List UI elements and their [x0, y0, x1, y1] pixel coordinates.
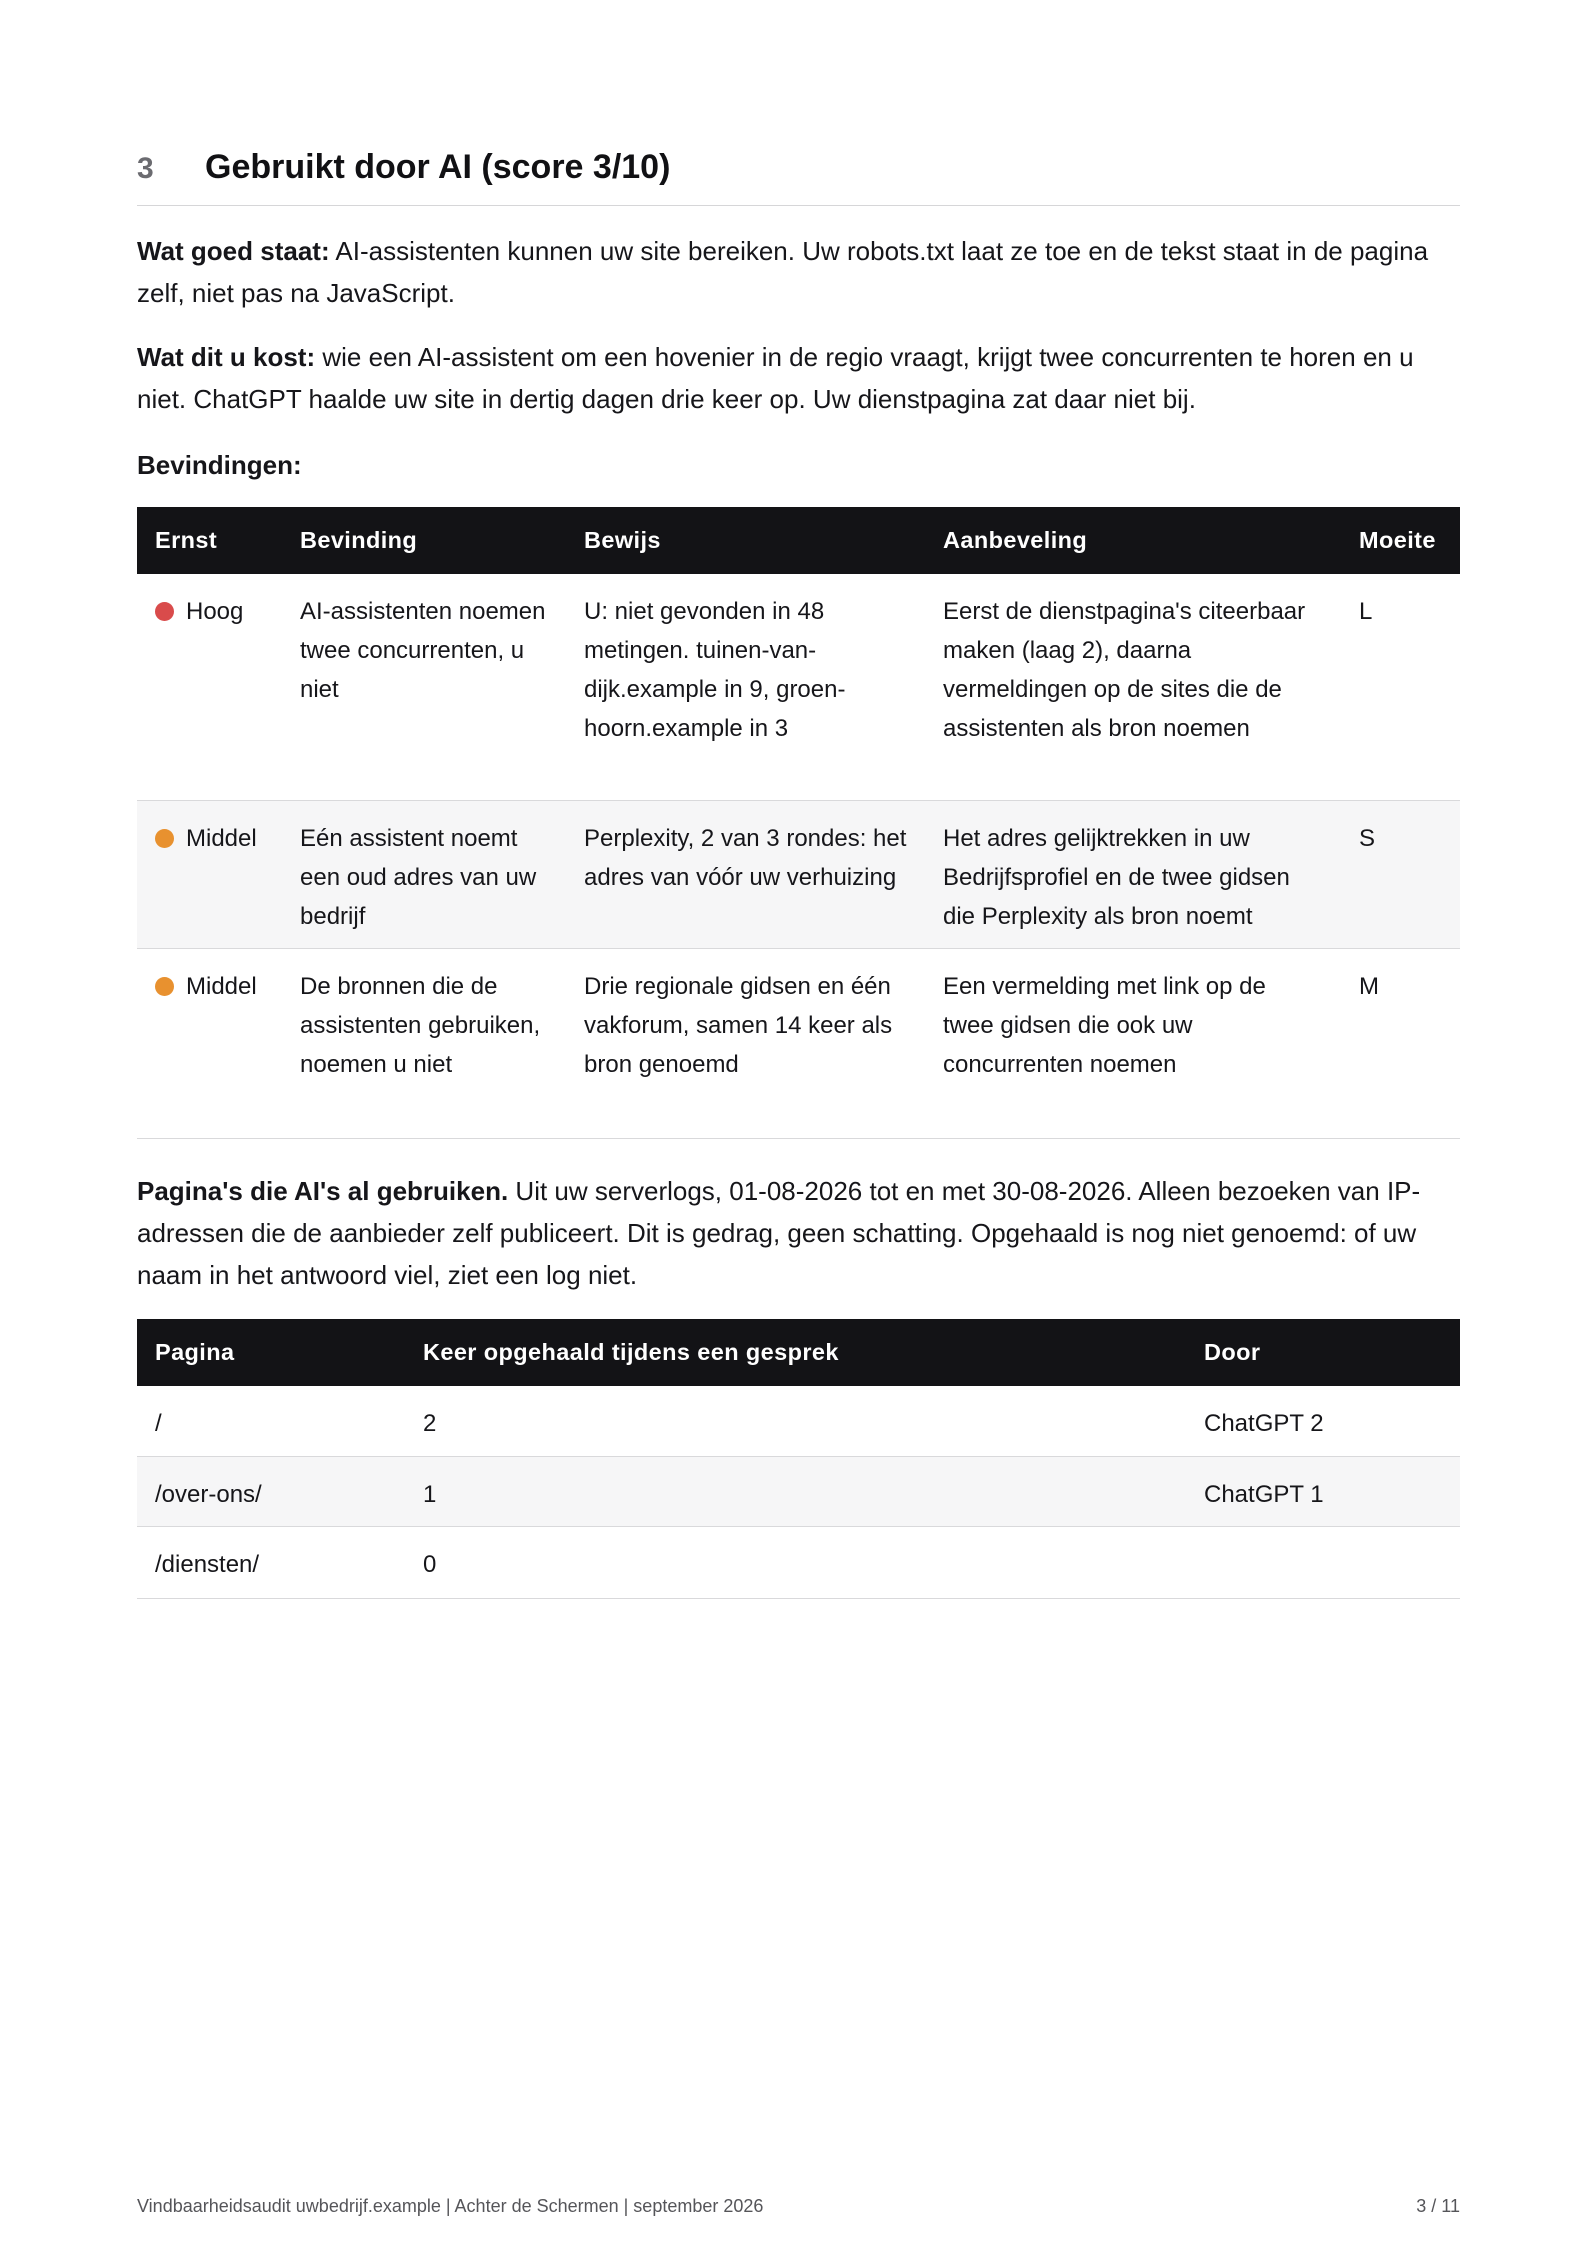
evidence-cell: Drie regionale gidsen en één vakforum, samen 14 keer als bron genoemd [566, 948, 925, 1138]
severity-dot-icon [155, 977, 174, 996]
findings-label: Bevindingen: [137, 450, 302, 480]
effort-cell: L [1341, 574, 1460, 800]
severity-label: Middel [186, 972, 257, 1000]
severity-cell [137, 948, 282, 1138]
good-label: Wat goed staat: [137, 236, 330, 266]
cost-text: wie een AI-assistent om een hovenier in de regio vraagt, krijgt twee concurrenten te horen en u niet. ChatGPT haalde uw site in dertig dagen drie keer op. Uw dienstpagina zat daar niet bij. [137, 342, 1414, 414]
finding-cell: AI-assistenten noemen twee concurrenten, u niet [282, 574, 566, 800]
table-row [137, 1456, 1460, 1526]
footer-left: Vindbaarheidsaudit uwbedrijf.example | Achter de Schermen | september 2026 [137, 2196, 764, 2216]
evidence-cell: Perplexity, 2 van 3 rondes: het adres van vóór uw verhuizing [566, 800, 925, 948]
by-cell [1186, 1526, 1460, 1598]
recommendation-cell: Eerst de dienstpagina's citeerbaar maken (laag 2), daarna vermeldingen op de sites die de assistenten als bron noemen [925, 574, 1341, 800]
table-row [137, 1386, 1460, 1456]
severity-dot-icon [155, 602, 174, 621]
severity-dot-icon [155, 829, 174, 848]
count-cell: 2 [405, 1386, 1186, 1456]
pages-text: Uit uw serverlogs, 01-08-2026 tot en met 30-08-2026. Alleen bezoeken van IP-adressen die de aanbieder zelf publiceert. Dit is gedrag, geen schatting. Opgehaald is nog niet genoemd: of uw naam in het antwoord viel, ziet een log niet. [137, 1176, 1421, 1290]
table-row [137, 800, 1460, 948]
recommendation-cell: Het adres gelijktrekken in uw Bedrijfsprofiel en de twee gidsen die Perplexity als bron noemt [925, 800, 1341, 948]
table-row [137, 948, 1460, 1138]
findings-header-row [137, 507, 1460, 574]
recommendation-cell: Een vermelding met link op de twee gidsen die ook uw concurrenten noemen [925, 948, 1341, 1138]
pages-header-row [137, 1319, 1460, 1386]
pages-paragraph [137, 1170, 1460, 1296]
table-row [137, 1526, 1460, 1598]
header-recommendation: Aanbeveling [925, 507, 1341, 574]
severity-label: Middel [186, 824, 257, 852]
by-cell: ChatGPT 2 [1186, 1386, 1460, 1456]
page-footer [137, 2196, 1460, 2217]
good-paragraph [137, 230, 1460, 314]
by-cell: ChatGPT 1 [1186, 1456, 1460, 1526]
severity-cell [137, 574, 282, 800]
page-cell: /diensten/ [137, 1526, 405, 1598]
finding-cell: De bronnen die de assistenten gebruiken, noemen u niet [282, 948, 566, 1138]
page-cell: / [137, 1386, 405, 1456]
effort-cell: S [1341, 800, 1460, 948]
effort-cell: M [1341, 948, 1460, 1138]
findings-table [137, 507, 1460, 1139]
header-page: Pagina [137, 1319, 405, 1386]
count-cell: 0 [405, 1526, 1186, 1598]
cost-label: Wat dit u kost: [137, 342, 316, 372]
header-by: Door [1186, 1319, 1460, 1386]
section-number: 3 [137, 152, 154, 185]
severity-label: Hoog [186, 598, 244, 625]
section-header [137, 148, 1460, 206]
page-number: 3 / 11 [1416, 2196, 1460, 2216]
pages-table [137, 1319, 1460, 1599]
header-evidence: Bewijs [566, 507, 925, 574]
count-cell: 1 [405, 1456, 1186, 1526]
cost-paragraph [137, 336, 1460, 420]
section-title: Gebruikt door AI (score 3/10) [205, 148, 671, 186]
header-finding: Bevinding [282, 507, 566, 574]
good-text: AI-assistenten kunnen uw site bereiken. Uw robots.txt laat ze toe en de tekst staat in de pagina zelf, niet pas na JavaScript. [137, 236, 1429, 308]
pages-label: Pagina's die AI's al gebruiken. [137, 1176, 509, 1206]
table-row [137, 574, 1460, 800]
header-severity: Ernst [137, 507, 282, 574]
header-count: Keer opgehaald tijdens een gesprek [405, 1319, 1186, 1386]
header-effort: Moeite [1341, 507, 1460, 574]
severity-cell [137, 800, 282, 948]
finding-cell: Eén assistent noemt een oud adres van uw bedrijf [282, 800, 566, 948]
page-cell: /over-ons/ [137, 1456, 405, 1526]
evidence-cell: U: niet gevonden in 48 metingen. tuinen-van-dijk.example in 9, groen-hoorn.example in 3 [566, 574, 925, 800]
